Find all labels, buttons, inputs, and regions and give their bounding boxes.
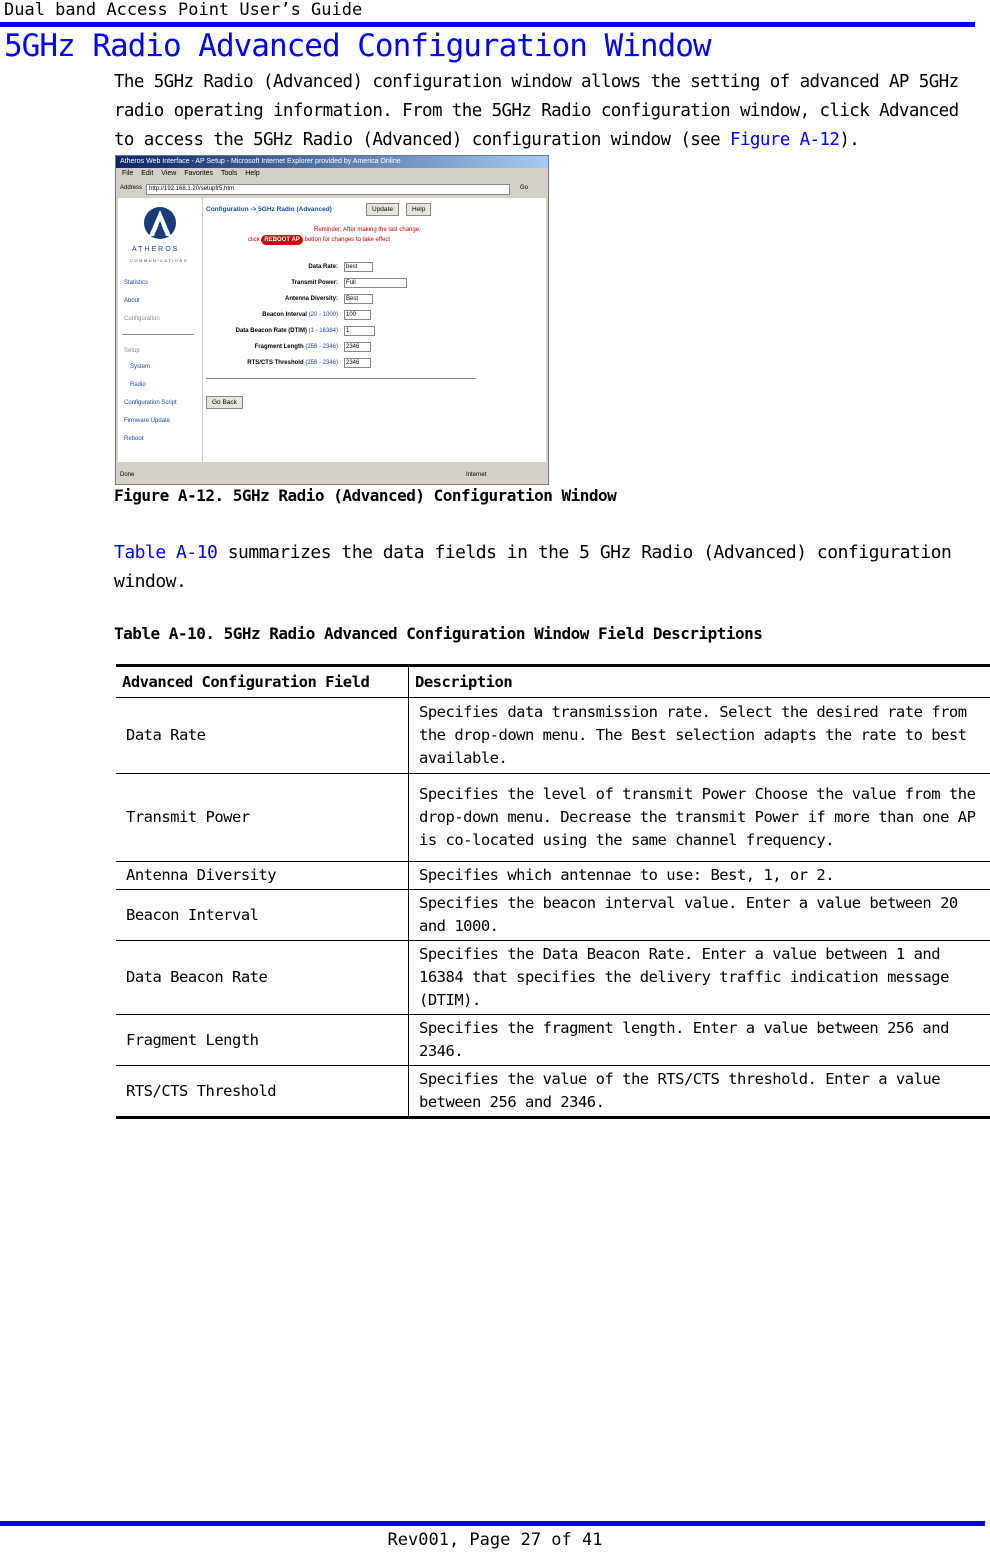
address-bar bbox=[116, 182, 548, 195]
window-title: Atheros Web Interface - AP Setup - Microsoft Internet Explorer provided by America Online bbox=[116, 156, 548, 168]
breadcrumb: Configuration -> 5GHz Radio (Advanced) bbox=[206, 206, 332, 213]
desc-cell: Specifies the level of transmit Power Choose the value from the drop-down menu. Decrease the transmit Power if more than one AP is co-located using the same channel frequency. bbox=[409, 774, 990, 862]
go-label: Go bbox=[520, 185, 529, 191]
reminder-after: button for changes to take effect bbox=[304, 237, 391, 243]
field-value: 1 bbox=[344, 326, 375, 336]
help-button: Help bbox=[406, 203, 431, 216]
intro-text: The 5GHz Radio (Advanced) configuration window allows the setting of advanced AP 5GHz radio operating information. From the 5GHz Radio configuration window, click Advanced to access the 5GHz Radio (Advanced) configuration window (see bbox=[114, 72, 959, 150]
field-label: Transmit Power: bbox=[291, 280, 338, 286]
table-row bbox=[116, 890, 990, 941]
field-label: Fragment Length (256 - 2346) bbox=[254, 344, 338, 350]
screenshot-figure bbox=[115, 155, 549, 485]
field-label: RTS/CTS Threshold (256 - 2346) bbox=[247, 360, 338, 366]
menu-item: Help bbox=[245, 170, 260, 177]
address-field: http://192.168.1.20/setupfr5.htm bbox=[146, 184, 510, 195]
desc-cell: Specifies data transmission rate. Select the desired rate from the drop-down menu. The Best selection adapts the rate to best available. bbox=[409, 698, 990, 774]
field-value: Full bbox=[344, 278, 407, 288]
nav-about: About bbox=[124, 298, 140, 304]
column-header: Description bbox=[409, 666, 990, 698]
page-footer: Rev001, Page 27 of 41 bbox=[387, 1530, 603, 1550]
menu-item: View bbox=[161, 170, 177, 177]
field-value: Best bbox=[344, 294, 373, 304]
address-label: Address bbox=[120, 185, 143, 191]
reboot-ap-button: REBOOT AP bbox=[261, 235, 302, 245]
menu-bar bbox=[116, 168, 548, 180]
field-value: 2346 bbox=[344, 342, 371, 352]
footer-rule bbox=[0, 1521, 985, 1526]
table-row bbox=[116, 698, 990, 774]
nav-config-script: Configuration Script bbox=[124, 400, 177, 406]
field-cell: Antenna Diversity bbox=[116, 862, 409, 890]
table-row bbox=[116, 1066, 990, 1118]
nav-configuration: Configuration bbox=[124, 316, 160, 322]
atheros-logo-icon bbox=[140, 206, 180, 240]
running-header: Dual band Access Point User’s Guide bbox=[4, 0, 363, 20]
table-link[interactable]: Table A-10 bbox=[114, 542, 218, 563]
section-title: 5GHz Radio Advanced Configuration Window bbox=[4, 28, 711, 64]
nav-system: System bbox=[130, 364, 151, 370]
figure-caption: Figure A-12. 5GHz Radio (Advanced) Configuration Window bbox=[114, 486, 617, 505]
menu-item: Tools bbox=[221, 170, 238, 177]
table-row bbox=[116, 941, 990, 1015]
field-label: Beacon Interval (20 - 1000) bbox=[262, 312, 338, 318]
desc-cell: Specifies which antennae to use: Best, 1, or 2. bbox=[409, 862, 990, 890]
web-nav bbox=[118, 198, 203, 462]
nav-radio: Radio bbox=[130, 382, 146, 388]
status-zone: Internet bbox=[466, 472, 487, 478]
reminder-click: click bbox=[248, 237, 260, 243]
logo-text: ATHEROS bbox=[132, 246, 180, 253]
reminder bbox=[248, 225, 421, 245]
summary-paragraph bbox=[114, 538, 986, 596]
desc-cell: Specifies the beacon interval value. Enter a value between 20 and 1000. bbox=[409, 890, 990, 941]
field-label: Antenna Diversity: bbox=[284, 296, 338, 302]
desc-cell: Specifies the fragment length. Enter a value between 256 and 2346. bbox=[409, 1015, 990, 1066]
desc-cell: Specifies the value of the RTS/CTS threshold. Enter a value between 256 and 2346. bbox=[409, 1066, 990, 1118]
nav-setup: Setup bbox=[124, 348, 140, 354]
nav-divider bbox=[122, 334, 194, 335]
field-cell: Data Beacon Rate bbox=[116, 941, 409, 1015]
desc-cell: Specifies the Data Beacon Rate. Enter a value between 1 and 16384 that specifies the delivery traffic indication message (DTIM). bbox=[409, 941, 990, 1015]
go-back-button: Go Back bbox=[206, 396, 243, 409]
field-value: 2346 bbox=[344, 358, 371, 368]
menu-item: Edit bbox=[141, 170, 154, 177]
menu-item: Favorites bbox=[184, 170, 214, 177]
table-header-row bbox=[116, 666, 990, 698]
field-cell: Beacon Interval bbox=[116, 890, 409, 941]
field-label: Data Beacon Rate (DTIM) (1 - 16384) bbox=[235, 328, 338, 334]
field-cell: Fragment Length bbox=[116, 1015, 409, 1066]
logo-subtext: COMMUNICATIONS bbox=[130, 258, 189, 263]
status-done: Done bbox=[120, 472, 135, 478]
nav-statistics: Statistics bbox=[124, 280, 149, 286]
summary-text: summarizes the data fields in the 5 GHz Radio (Advanced) configuration window. bbox=[114, 542, 952, 592]
table-row bbox=[116, 774, 990, 862]
figure-link[interactable]: Figure A-12 bbox=[730, 130, 840, 150]
field-table bbox=[116, 664, 990, 1119]
table-row bbox=[116, 862, 990, 890]
web-page bbox=[118, 198, 546, 462]
field-cell: Transmit Power bbox=[116, 774, 409, 862]
field-value: 100 bbox=[344, 310, 371, 320]
nav-reboot: Reboot bbox=[124, 436, 144, 442]
nav-firmware-update: Firmware Update bbox=[124, 418, 171, 424]
header-rule bbox=[0, 22, 975, 27]
field-value: best bbox=[344, 262, 373, 272]
reminder-text: Reminder: After making the last change, bbox=[314, 227, 421, 233]
field-label: Data Rate: bbox=[308, 264, 338, 270]
column-header: Advanced Configuration Field bbox=[116, 666, 409, 698]
status-bar bbox=[116, 468, 548, 482]
intro-paragraph bbox=[114, 68, 986, 155]
table-row bbox=[116, 1015, 990, 1066]
intro-end: ). bbox=[839, 130, 860, 150]
menu-item: File bbox=[122, 170, 134, 177]
update-button: Update bbox=[366, 203, 399, 216]
form-divider bbox=[206, 378, 476, 379]
field-cell: RTS/CTS Threshold bbox=[116, 1066, 409, 1118]
table-caption: Table A-10. 5GHz Radio Advanced Configuration Window Field Descriptions bbox=[114, 624, 763, 643]
field-cell: Data Rate bbox=[116, 698, 409, 774]
